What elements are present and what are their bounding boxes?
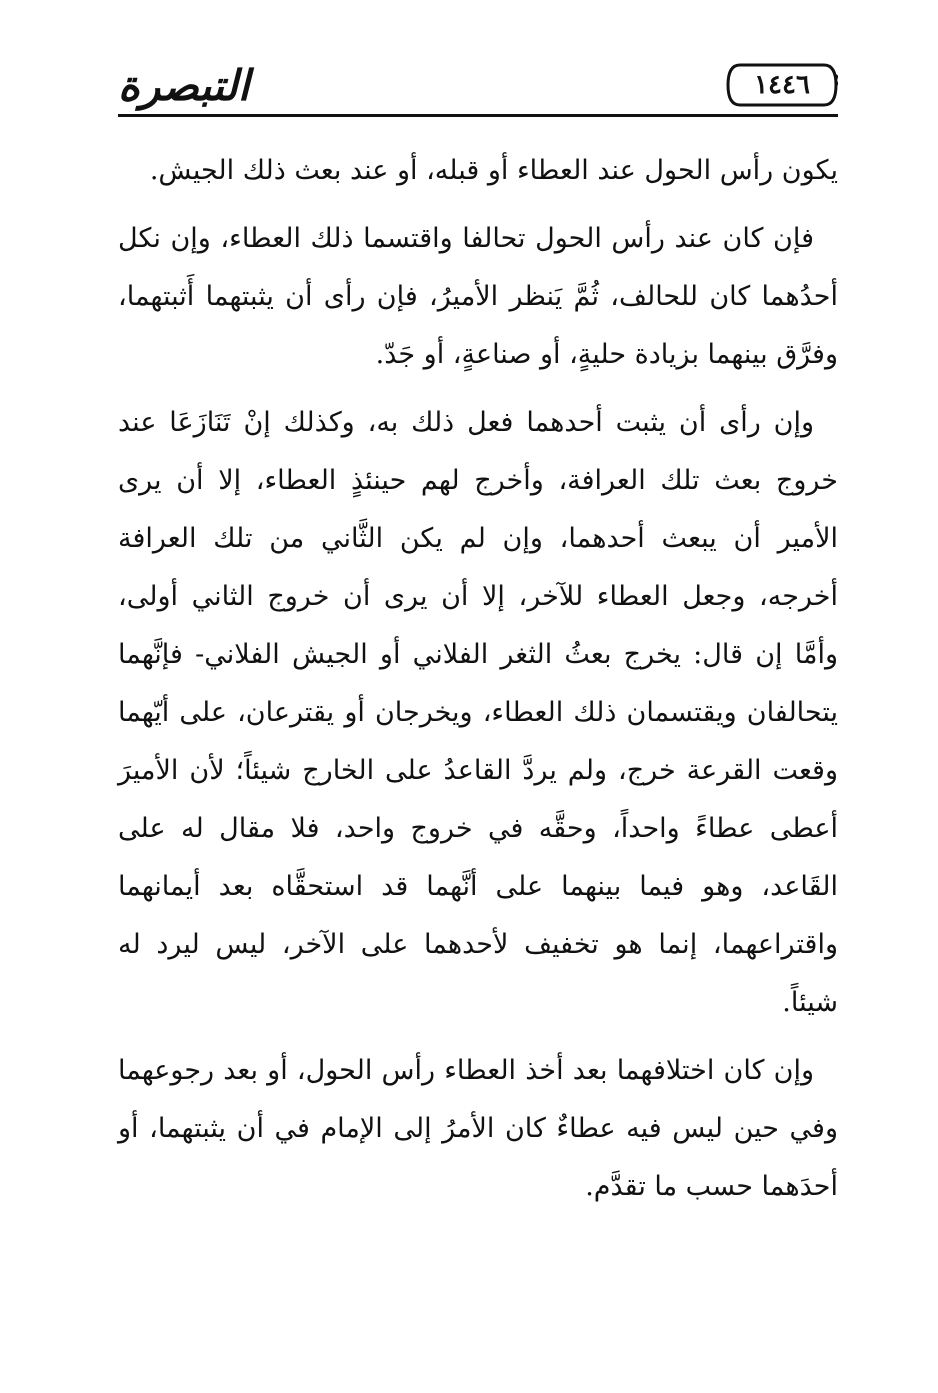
page-number-badge bbox=[726, 61, 838, 109]
page-body bbox=[118, 142, 838, 1226]
book-title: التبصرة bbox=[118, 61, 250, 110]
header-divider bbox=[118, 114, 838, 117]
paragraph-1: يكون رأس الحول عند العطاء أو قبله، أو عند بعث ذلك الجيش. bbox=[149, 155, 838, 186]
page-number: ١٤٤٦ bbox=[754, 70, 810, 100]
paragraph-4: وإن كان اختلافهما بعد أخذ العطاء رأس الحول، أو بعد رجوعهما وفي حين ليس فيه عطاءٌ كان الأمرُ إلى الإمام في أن يثبتهما، أو أحدَهما حسب ما تقدَّم. bbox=[118, 1055, 838, 1202]
paragraph-2: فإن كان عند رأس الحول تحالفا واقتسما ذلك العطاء، وإن نكل أحدُهما كان للحالف، ثُمَّ يَنظر الأميرُ، فإن رأى أن يثبتهما أَثبتهما، وفرَّق بينهما بزيادة حليةٍ، أو صناعةٍ، أو جَدّ. bbox=[118, 223, 838, 370]
paragraph-3: وإن رأى أن يثبت أحدهما فعل ذلك به، وكذلك إنْ تَنَازَعَا عند خروج بعث تلك العرافة، وأخرج لهم حينئذٍ العطاء، إلا أن يرى الأمير أن يبعث أحدهما، وإن لم يكن الثَّاني من تلك العرافة أخرجه، وجعل العطاء للآخر، إلا أن يرى أن خروج الثاني أولى، وأمَّا إن قال: يخرج بعثُ الثغر الفلاني أو الجيش الفلاني- فإنَّهما يتحالفان ويقتسمان ذلك العطاء، ويخرجان أو يقترعان، على أيّهما وقعت القرعة خرج، ولم يردَّ القاعدُ على الخارج شيئاً؛ لأن الأميرَ أعطى عطاءً واحداً، وحقَّه في خروج واحد، فلا مقال له على القَاعد، وهو فيما بينهما على أنَّهما قد استحقَّاه بعد أيمانهما واقتراعهما، إنما هو تخفيف لأحدهما على الآخر، ليس ليرد له شيئاً. bbox=[118, 407, 838, 1018]
